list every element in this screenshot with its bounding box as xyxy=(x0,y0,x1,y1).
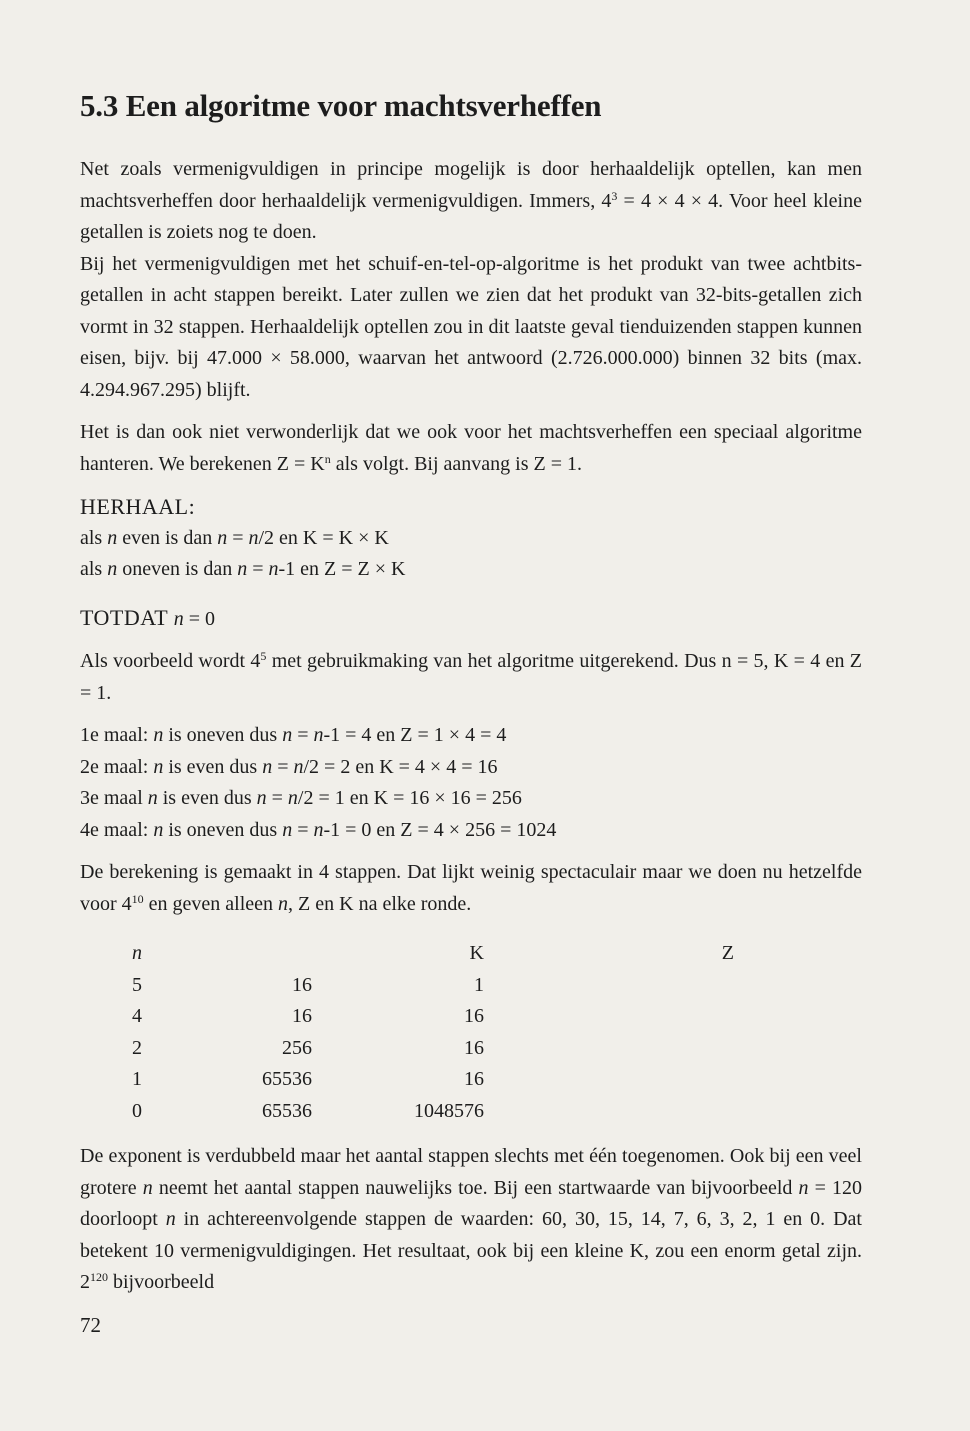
repeat-keyword: HERHAAL: xyxy=(80,494,196,519)
cell-n: 5 xyxy=(132,973,142,996)
rule-even: als n even is dan n = n/2 en K = K × K xyxy=(80,526,389,549)
step-line: 1e maal: n is oneven dus n = n-1 = 4 en Z = 1 × 4 = 4 xyxy=(80,724,507,746)
step-line: 3e maal n is even dus n = n/2 = 1 en K = 16 × 16 = 256 xyxy=(80,787,522,809)
cell-z: 16 xyxy=(464,1036,484,1059)
header-n: n xyxy=(132,942,142,964)
values-table xyxy=(132,938,734,1127)
cell-z: 16 xyxy=(464,1068,484,1090)
step-line: 2e maal: n is even dus n = n/2 = 2 en K = 4 × 4 = 16 xyxy=(80,755,498,778)
paragraph-example: Als voorbeeld wordt $4^5$ met gebruikmaking van het algoritme uitgerekend. Dus n = 5, K = 4 en Z = 1. xyxy=(80,649,862,704)
cell-n: 1 xyxy=(132,1068,142,1090)
rule-odd: als n oneven is dan n = n-1 en Z = Z × K xyxy=(80,558,406,580)
cell-n: 2 xyxy=(132,1036,142,1059)
cell-n: 0 xyxy=(132,1099,142,1122)
cell-z: 1048576 xyxy=(414,1099,484,1122)
paragraph-conclusion: De exponent is verdubbeld maar het aantal stappen slechts met één toegenomen. Ook bij een veel grotere n neemt het aantal stappen nauwelijks toe. Bij een startwaarde van bijvoorbeeld n = 120 doorloopt n in achtereenvolgende stappen de waarden: 60, 30, 15, 14, 7, 6, 3, 2, 1 en 0. Dat betekent 10 vermenigvuldigingen. Het resultaat, ook bij een kleine K, zou een enorm getal zijn. $2^{120}$ bijvoorbeeld xyxy=(80,1145,862,1293)
paragraph-larger-example: De berekening is gemaakt in 4 stappen. Dat lijkt weinig spectaculair maar we doen nu hetzelfde voor $4^{10}$ en geven alleen n, Z en K na elke ronde. xyxy=(80,861,862,915)
cell-k: 65536 xyxy=(262,1099,312,1122)
section-title: 5.3 Een algoritme voor machtsverheffen xyxy=(80,88,602,123)
paragraph-algorithm-intro: Het is dan ook niet verwonderlijk dat we ook voor het machtsverheffen een speciaal algoritme hanteren. We berekenen $Z = K^n$ als volgt. Bij aanvang is Z = 1. xyxy=(80,421,862,475)
cell-k: 16 xyxy=(292,973,312,996)
paragraph-shift-add: Bij het vermenigvuldigen met het schuif-en-tel-op-algoritme is het produkt van twee achtbits-getallen in acht stappen bereikt. Later zullen we zien dat het produkt van 32-bits-getallen zich vormt in 32 stappen. Herhaaldelijk optellen zou in dit laatste geval tienduizenden stappen kunnen eisen, bijv. bij 47.000 × 58.000, waarvan het antwoord (2.726.000.000) binnen 32 bits (max. 4.294.967.295) blijft. xyxy=(80,252,862,401)
table-row xyxy=(132,1064,734,1096)
paragraph-intro: Net zoals vermenigvuldigen in principe mogelijk is door herhaaldelijk optellen, kan men machtsverheffen door herhaaldelijk vermenigvuldigen. Immers, $4^3 = 4 \times 4 \times 4$. Voor heel kleine getallen is zoiets nog te doen. xyxy=(80,158,862,243)
table-row xyxy=(132,1001,734,1033)
table-header-row xyxy=(132,938,734,970)
cell-n: 4 xyxy=(132,1005,142,1027)
header-z: Z xyxy=(721,942,734,964)
page-body xyxy=(80,88,862,1299)
table-row xyxy=(132,1033,734,1065)
step-list xyxy=(80,720,862,846)
until-clause: TOTDAT n = 0 xyxy=(80,604,216,630)
page-number: 72 xyxy=(80,1313,101,1337)
cell-k: 256 xyxy=(282,1036,312,1059)
header-k: K xyxy=(469,942,484,964)
table-row xyxy=(132,970,734,1002)
cell-z: 16 xyxy=(464,1005,484,1027)
table-row xyxy=(132,1096,734,1128)
step-line: 4e maal: n is oneven dus n = n-1 = 0 en Z = 4 × 256 = 1024 xyxy=(80,818,557,841)
cell-k: 65536 xyxy=(262,1068,312,1090)
cell-z: 1 xyxy=(474,973,484,996)
cell-k: 16 xyxy=(292,1005,312,1027)
